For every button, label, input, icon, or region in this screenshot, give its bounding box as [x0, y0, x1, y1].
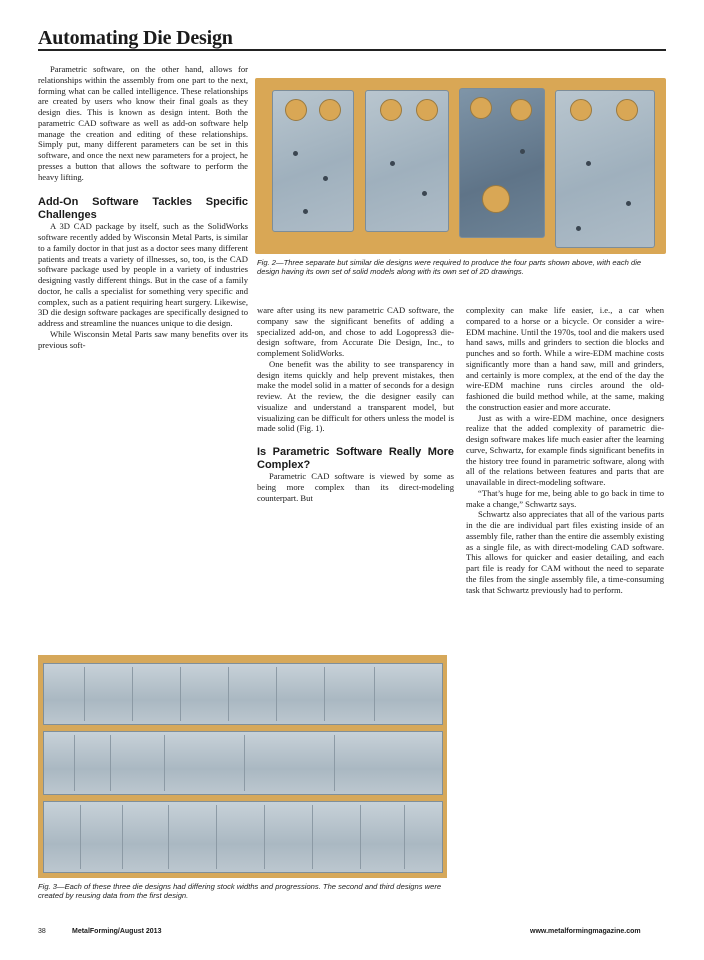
die-plate	[365, 90, 449, 232]
fig3-caption: Fig. 3—Each of these three die designs had differing stock widths and progressions. The second and third designs were created by reusing data from the first design.	[38, 882, 442, 901]
die-strip	[43, 663, 443, 725]
die-plate	[555, 90, 655, 248]
column-1	[38, 64, 248, 350]
subheading: Add-On Software Tackles Specific Challenges	[38, 196, 248, 221]
paragraph: Schwartz also appreciates that all of the various parts in the die are individual part files existing inside of an assembly file, rather than the entire die assembly existing as a single file, as with direct-modeling CAD software. This allows for quicker and easier detailing, and each part file is ready for CAM without the need to separate the files from the single assembly file, a time-consuming task that Schwartz previously had to perform.	[466, 509, 664, 595]
paragraph: One benefit was the ability to see transparency in design items quickly and help prevent mistakes, then make the model solid in a matter of seconds for a design review. At the review, the die designer easily can visualize and understand a transparent model, but visualizing can be difficult for others unless the model is made solid (Fig. 1).	[257, 358, 454, 434]
magazine-url[interactable]: www.metalformingmagazine.com	[530, 928, 641, 935]
column-2	[257, 305, 454, 503]
die-strip	[43, 731, 443, 795]
subheading: Is Parametric Software Really More Complex?	[257, 446, 454, 471]
fig2-caption: Fig. 2—Three separate but similar die designs were required to produce the four parts shown above, with each die design having its own set of solid models along with its own set of 2D drawings.	[257, 258, 642, 277]
die-plate	[272, 90, 354, 232]
paragraph: complexity can make life easier, i.e., a car when compared to a horse or a bicycle. Or consider a wire-EDM machine. Until the 1970s, tool and die makers used hand saws, mills and grinders to section die blocks and punches and so forth. While a wire-EDM machine costs significantly more than a hand saw, mill and grinders, and certainly is more complex, at the end of the day the wire-EDM machine runs circles around the old-fashioned die build method while, at the same, making the construction easier and more accurate.	[466, 305, 664, 412]
column-3	[466, 305, 664, 595]
page-number: 38	[38, 928, 46, 935]
magazine-name: MetalForming/August 2013	[72, 928, 162, 935]
header-rule	[38, 49, 666, 51]
fig2-photo	[255, 78, 666, 254]
article-title: Automating Die Design	[38, 27, 233, 49]
die-strip	[43, 801, 443, 873]
paragraph: While Wisconsin Metal Parts saw many benefits over its previous soft-	[38, 328, 248, 350]
paragraph: Just as with a wire-EDM machine, once designers realize that the added complexity of parametric die-design software makes life much easier after the learning curve, Schwartz, for example finds significant benefits in the history tree found in parametric software, along with all of the relations between features and parts that are unavailable in direct-modeling software.	[466, 412, 664, 487]
paragraph: A 3D CAD package by itself, such as the SolidWorks software recently added by Wisconsin Metal Parts, is similar to a family doctor in that just as a doctor sees many different patients and treats a variety of illnesses, so, too, is the CAD software package used by people in a variety of industries designing vastly different things. But in the case of a family doctor, he calls a specialist for something very specific and complex, such as a patient requiring heart surgery. Likewise, 3D die design software packages are specifically designed to address and streamline the nuances unique to die design.	[38, 221, 248, 328]
die-plate	[459, 88, 545, 238]
paragraph: ware after using its new parametric CAD software, the company saw the significant benefits of adding a specialized add-on, and chose to add Logopress3 die-design software, from Accurate Die Design, Inc., to complement SolidWorks.	[257, 305, 454, 358]
paragraph: Parametric CAD software is viewed by some as being more complex than its direct-modeling counterpart. But	[257, 471, 454, 503]
paragraph: Parametric software, on the other hand, allows for relationships within the assembly from one part to the next, forming what can be called intelligence. These relationships are created by users who know their final goals as they design dies. This is known as design intent. Both the parametric CAD software as well as add-on software help manage the creation and editing of these relationships. Simply put, many different parameters can be set in this software, and once the next new parameters for a project, he presses a button that allows the software to perform the heavy lifting.	[38, 64, 248, 182]
paragraph: “That’s huge for me, being able to go back in time to make a change,” Schwartz says.	[466, 487, 664, 509]
fig3-photo	[38, 655, 447, 878]
